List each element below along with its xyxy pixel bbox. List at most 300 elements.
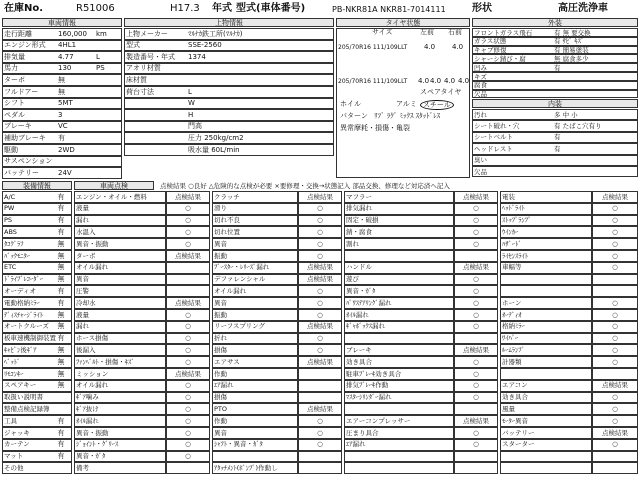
- check-result: ○: [185, 334, 191, 343]
- check-result: ○: [185, 227, 191, 236]
- interior-row-label: 臭い: [474, 156, 487, 165]
- check-item: ｼﾞｮｲﾝﾄ・ｸﾞﾘｰｽ: [76, 440, 119, 449]
- model-value: PB-NKR81A NKR81-7014111: [332, 5, 446, 14]
- check-result: ○: [185, 452, 191, 461]
- vehicle-row-label: エンジン形式: [4, 41, 46, 50]
- tire-front-right: 4.0: [452, 43, 464, 51]
- check-cell: [212, 451, 298, 463]
- vehicle-row-label: サスペンション: [4, 157, 53, 166]
- check-item: 作動: [214, 369, 227, 378]
- vehicle-row-label: ブレーキ: [4, 122, 32, 131]
- vehicle-row-label: ペダル: [4, 110, 25, 119]
- check-item: オイル漏れ: [76, 263, 109, 272]
- check-item: ﾍｯﾄﾞﾗｲﾄ: [502, 204, 525, 213]
- exterior-row-value: 有: [554, 63, 561, 72]
- tire-rear-4: 4.0: [458, 77, 470, 85]
- vehicle-row-value: 24V: [58, 168, 72, 177]
- interior-row-label: シート破れ・穴: [474, 121, 520, 130]
- model-label: 型式(車体番号): [236, 3, 306, 14]
- equipment-row-label: 型式: [126, 41, 140, 50]
- check-item: ｳｲﾝｶｰ: [502, 227, 519, 236]
- check-item: 効き具合: [346, 357, 372, 366]
- check-cell: [344, 451, 454, 463]
- equipment-item-value: 無: [57, 239, 65, 248]
- vehicle-row-value: 5MT: [58, 99, 73, 108]
- vehicle-row-label: フルドアー: [4, 87, 39, 96]
- check-item: エアーコンプレッサー: [346, 416, 411, 425]
- check-result: 点検結果: [602, 381, 628, 390]
- check-cell: [344, 250, 454, 262]
- check-cell: [592, 462, 638, 474]
- check-result: ○: [473, 204, 479, 213]
- check-item: ｷﾞｬﾎﾞｯｸｽ漏れ: [346, 322, 385, 331]
- check-item: ｵｲﾙ漏れ: [346, 310, 369, 319]
- check-item: 割れ: [346, 239, 359, 248]
- equipment-item-value: 有: [57, 286, 65, 295]
- check-item: ｱﾀｯﾁﾒﾝﾄ(ﾎﾞﾝﾌﾟ)作動し: [214, 463, 278, 472]
- check-result: ○: [473, 393, 479, 402]
- section-tires: タイヤ状態: [336, 18, 470, 27]
- check-item: ﾊﾟﾜｽﾃｱﾘﾝｸﾞ漏れ: [346, 298, 392, 307]
- equipment-item-value: 有: [57, 192, 65, 201]
- check-result: ○: [185, 428, 191, 437]
- equipment-item-name: カーテン: [4, 440, 30, 449]
- vehicle-row-label: 馬力: [4, 64, 18, 73]
- check-result: ○: [185, 440, 191, 449]
- interior-row-value: 有 たばこ穴有り: [554, 121, 602, 130]
- check-item: 振動: [214, 310, 227, 319]
- equipment-item-value: 無: [57, 251, 65, 260]
- check-result: ○: [185, 216, 191, 225]
- check-result: ○: [317, 286, 323, 295]
- check-result: 点検結果: [175, 369, 201, 378]
- check-item: 効き具合: [502, 393, 528, 402]
- shape-label: 形状: [472, 3, 492, 14]
- check-result: 点検結果: [307, 263, 333, 272]
- check-item: 異音: [214, 428, 227, 437]
- exterior-row-label: フロントガラス飛石: [474, 28, 533, 37]
- check-cell: [592, 451, 638, 463]
- check-item: 漏れ: [76, 322, 89, 331]
- equipment-item-name: スペアキー: [4, 381, 37, 390]
- equipment-item-value: 無: [57, 275, 65, 284]
- check-item: 異音・振動: [76, 239, 109, 248]
- check-cell: [592, 285, 638, 297]
- equipment-item-name: ﾄﾞﾗｲﾌﾞﾚｺｰﾀﾞｰ: [4, 275, 43, 284]
- check-result: 点検結果: [307, 357, 333, 366]
- check-item: 切れ不良: [214, 216, 240, 225]
- check-item: 損傷: [214, 393, 227, 402]
- equipment-row-label: 床材質: [126, 75, 147, 84]
- equipment-row-value: 吸水量 60L/min: [188, 145, 240, 154]
- check-result: ○: [473, 357, 479, 366]
- check-item: エアコン: [502, 381, 528, 390]
- check-result: ○: [473, 428, 479, 437]
- check-item: ブレーキ: [346, 345, 372, 354]
- check-result: 点検結果: [175, 298, 201, 307]
- check-result: 点検結果: [463, 345, 489, 354]
- check-item: 電装: [502, 192, 515, 201]
- check-item: ﾊｻﾞｰﾄﾞ: [502, 239, 522, 248]
- tire-front-size: 205/70R16 111/109LLT: [338, 44, 408, 51]
- check-cell: [344, 403, 454, 415]
- check-result: ○: [612, 204, 618, 213]
- check-item: 異音・ｶﾞﾀ: [76, 452, 106, 461]
- check-item: 駐車ﾌﾞﾚｰｷ効き具合: [346, 369, 402, 378]
- check-item: 異音・振動: [76, 428, 109, 437]
- check-item: バッテリー: [502, 428, 535, 437]
- check-cell: [500, 368, 592, 380]
- wheel-label: ホイル: [340, 100, 361, 108]
- equipment-row-value: ﾏﾙﾅｶ鉄工所(ﾏﾙﾅｶ): [188, 29, 243, 38]
- exterior-row-value: 有 簡易塗装: [554, 46, 589, 55]
- check-result: ○: [185, 322, 191, 331]
- vehicle-row-label: シフト: [4, 99, 25, 108]
- check-item: ホース損傷: [76, 334, 109, 343]
- vehicle-row-value: 4HL1: [58, 41, 77, 50]
- equipment-item-value: 有: [57, 416, 65, 425]
- year-value: H17.3: [170, 3, 200, 14]
- tire-note: 異常摩耗・損傷・亀裂: [340, 124, 410, 132]
- tire-rear-2: 4.0: [430, 77, 442, 85]
- interior-row-label: 欠品: [474, 167, 487, 176]
- vehicle-row-label: バッテリー: [4, 168, 39, 177]
- check-item: 排気ﾌﾞﾚｰｷ作動: [346, 381, 389, 390]
- check-result: ○: [473, 322, 479, 331]
- exterior-row-value: 有 無 要交換: [554, 28, 591, 37]
- check-result: ○: [612, 251, 618, 260]
- vehicle-row-unit: km: [96, 29, 107, 38]
- shape-value: 高圧洗浄車: [558, 3, 608, 14]
- check-cell: [592, 274, 638, 286]
- section-equip-cond: 装備情報: [2, 181, 72, 190]
- exterior-row-label: 腐食: [474, 81, 487, 90]
- check-result: ○: [473, 440, 479, 449]
- check-item: 振動: [214, 251, 227, 260]
- section-equipment: 上物情報: [124, 18, 334, 27]
- check-result: ○: [612, 334, 618, 343]
- check-cell: [344, 333, 454, 345]
- exterior-row-value: 有 ｻﾋﾞ ｷｽﾞ: [554, 37, 585, 46]
- check-item: 切れ位置: [214, 227, 240, 236]
- check-item: 液量: [76, 204, 89, 213]
- check-item: 折れ: [214, 334, 227, 343]
- vehicle-row-value: 160,000: [58, 29, 87, 38]
- check-result: ○: [473, 310, 479, 319]
- equipment-item-name: 工具: [4, 416, 17, 425]
- check-result: ○: [317, 251, 323, 260]
- check-cell: [166, 262, 210, 274]
- equipment-item-name: 電動格納ﾐﾗｰ: [4, 298, 40, 307]
- check-cell: [344, 462, 454, 474]
- check-item: 漏れ: [76, 216, 89, 225]
- check-cell: [298, 451, 342, 463]
- check-item: ﾌﾞｰｽﾀｰ・ﾚﾘｰｽﾞ漏れ: [214, 263, 270, 272]
- equipment-item-value: 無: [57, 381, 65, 390]
- vehicle-row-value: 無: [58, 87, 65, 96]
- check-result: ○: [612, 310, 618, 319]
- check-cell: [500, 462, 592, 474]
- check-result: 点検結果: [307, 192, 333, 201]
- vehicle-row-value: 130: [58, 64, 72, 73]
- check-result: ○: [317, 298, 323, 307]
- check-item: 圧警: [76, 286, 89, 295]
- equipment-item-name: 取扱い説明書: [4, 393, 43, 402]
- interior-row-value: 多 中 小: [554, 110, 578, 119]
- check-result: ○: [612, 440, 618, 449]
- equipment-item-name: ﾘﾓｺﾝｷｰ: [4, 369, 24, 378]
- check-item: 計器類: [502, 357, 522, 366]
- check-result: 点検結果: [307, 275, 333, 284]
- check-result: ○: [612, 393, 618, 402]
- check-item: エアサス: [214, 357, 240, 366]
- check-cell: [454, 250, 498, 262]
- vehicle-row-unit: PS: [96, 64, 105, 73]
- check-cell: [500, 285, 592, 297]
- vehicle-row-unit: L: [96, 52, 100, 61]
- check-cell: [166, 285, 210, 297]
- interior-row-label: シートベルト: [474, 133, 513, 142]
- check-cell: [454, 462, 498, 474]
- equipment-item-name: ﾃﾞｨｽﾁｬｰｼﾞﾗｲﾄ: [4, 310, 43, 319]
- equipment-row-value: L: [188, 87, 192, 96]
- legend-text: 点検結果 ○良好 △危険的な点検が必要 ×要修理・交換→状態記入 部品交換、修理など対応済へ記入: [160, 182, 450, 190]
- equipment-item-name: マット: [4, 452, 24, 461]
- check-result: ○: [473, 369, 479, 378]
- check-item: 作動: [214, 416, 227, 425]
- check-item: PTO: [214, 404, 228, 413]
- check-item: 固定・破損: [346, 216, 379, 225]
- check-result: ○: [317, 440, 323, 449]
- check-item: 備考: [76, 463, 89, 472]
- check-result: ○: [317, 345, 323, 354]
- check-item: スターター: [502, 440, 535, 449]
- section-vehicle: 車両情報: [2, 18, 122, 27]
- check-item: ｼｬﾌﾄ・異音・ｶﾞﾀ: [214, 440, 263, 449]
- check-item: ｴｱ漏れ: [346, 440, 366, 449]
- tire-size-label: サイズ: [372, 28, 393, 36]
- check-result: ○: [185, 310, 191, 319]
- equipment-item-name: オーディオ: [4, 286, 36, 295]
- check-item: 滑り: [214, 204, 227, 213]
- check-result: ○: [317, 416, 323, 425]
- check-result: ○: [612, 227, 618, 236]
- vehicle-row-value: 4.77: [58, 52, 74, 61]
- check-result: ○: [317, 428, 323, 437]
- check-result: ○: [317, 334, 323, 343]
- check-result: 点検結果: [307, 322, 333, 331]
- check-result: ○: [317, 310, 323, 319]
- check-result: ○: [185, 357, 191, 366]
- equipment-item-value: 有: [57, 428, 65, 437]
- equipment-row-value: W: [188, 99, 195, 108]
- tire-rear-3: 4.0: [444, 77, 456, 85]
- year-label: 年式: [212, 3, 232, 14]
- check-cell: [166, 274, 210, 286]
- check-item: ｴｱ漏れ: [214, 381, 234, 390]
- check-result: ○: [612, 322, 618, 331]
- check-result: ○: [612, 404, 618, 413]
- equipment-item-name: その他: [4, 463, 24, 472]
- check-item: デファレンシャル: [214, 275, 266, 284]
- check-item: エンジン・オイル・燃料: [76, 192, 147, 201]
- vehicle-row-label: 補助ブレーキ: [4, 133, 46, 142]
- check-item: ﾜｲﾊﾟｰ: [502, 334, 519, 343]
- vehicle-row-value: 無: [58, 75, 65, 84]
- equipment-item-name: ETC: [4, 263, 17, 272]
- check-cell: [454, 333, 498, 345]
- tire-rear-1: 4.0: [418, 77, 430, 85]
- check-item: 水温入: [76, 227, 96, 236]
- check-result: ○: [317, 227, 323, 236]
- pattern-value: ﾘﾌﾞ ﾗｸﾞ ﾐｯｸｽ ｽﾀｯﾄﾞﾚｽ: [374, 112, 441, 120]
- check-item: ﾗｲｾﾝｽﾗｲﾄ: [502, 251, 528, 260]
- check-result: 点検結果: [463, 192, 489, 201]
- check-item: ﾏｽﾀｰｼﾘﾝﾀﾞｰ漏れ: [346, 393, 392, 402]
- check-result: 点検結果: [175, 251, 201, 260]
- equipment-item-name: A/C: [4, 192, 16, 201]
- check-cell: [298, 380, 342, 392]
- equipment-row-value: SSE-2560: [188, 41, 222, 50]
- equipment-item-value: 無: [57, 345, 65, 354]
- check-item: ホーン: [502, 298, 522, 307]
- check-result: 点検結果: [463, 416, 489, 425]
- check-cell: [298, 392, 342, 404]
- check-item: ｵｰﾃﾞｨｵ: [502, 310, 522, 319]
- tire-left-label: 左前: [420, 28, 434, 36]
- equipment-item-name: PW: [4, 204, 15, 213]
- equipment-item-name: 整備点検記録簿: [4, 404, 50, 413]
- check-result: ○: [612, 216, 618, 225]
- tire-front-left: 4.0: [424, 43, 436, 51]
- tire-spare: スペアタイヤ: [420, 88, 462, 96]
- check-cell: [166, 462, 210, 474]
- tire-rear-size: 205/70R16 111/109LLT: [338, 78, 408, 85]
- check-result: 点検結果: [307, 404, 333, 413]
- equipment-item-value: 無: [57, 357, 65, 366]
- exterior-row-label: キズ: [474, 72, 487, 81]
- equipment-item-name: PS: [4, 216, 13, 225]
- check-item: ハンドル: [346, 263, 372, 272]
- interior-row-value: 有: [554, 133, 561, 142]
- equipment-item-name: ｷｬﾋﾞﾝ後ｷﾞｱ: [4, 345, 37, 354]
- equipment-item-name: オートクルーズ: [4, 322, 49, 331]
- vehicle-row-label: 走行距離: [4, 29, 32, 38]
- equipment-item-name: ﾍﾞｯﾄﾞ: [4, 357, 21, 366]
- vehicle-row-label: 排気量: [4, 52, 25, 61]
- interior-row-label: 汚れ: [474, 110, 487, 119]
- check-item: 後漏入: [76, 345, 96, 354]
- vehicle-row-value: 2WD: [58, 145, 75, 154]
- equipment-item-value: 有: [57, 334, 65, 343]
- check-cell: [454, 451, 498, 463]
- check-item: 車幅等: [502, 263, 522, 272]
- check-result: ○: [185, 381, 191, 390]
- check-item: 損傷: [214, 345, 227, 354]
- tire-frame: [336, 28, 470, 178]
- check-item: ﾌｧﾝﾍﾞﾙﾄ・損傷・ｷｽﾞ: [76, 357, 135, 366]
- equipment-item-name: ABS: [4, 227, 17, 236]
- equipment-item-value: 有: [57, 452, 65, 461]
- check-cell: [500, 451, 592, 463]
- check-item: ｷﾞｱ噛み: [76, 393, 99, 402]
- check-result: ○: [473, 298, 479, 307]
- stock-label: 在庫No.: [4, 3, 44, 14]
- equipment-row-value: 圧力 250kg/cm2: [188, 133, 244, 142]
- check-cell: [592, 368, 638, 380]
- check-result: 点検結果: [602, 428, 628, 437]
- vehicle-row-label: 駆動: [4, 145, 18, 154]
- check-result: ○: [473, 381, 479, 390]
- check-item: マフラー: [346, 192, 372, 201]
- tire-right-label: 右前: [448, 28, 462, 36]
- check-cell: [298, 462, 342, 474]
- equipment-item-value: 有: [57, 440, 65, 449]
- check-item: 異音: [214, 239, 227, 248]
- check-result: ○: [185, 204, 191, 213]
- check-item: 冷却水: [76, 298, 96, 307]
- check-result: ○: [473, 275, 479, 284]
- check-item: 遊び: [346, 275, 359, 284]
- check-item: ｷﾞｱ抜け: [76, 404, 99, 413]
- equipment-item-value: 無: [57, 369, 65, 378]
- check-result: ○: [473, 216, 479, 225]
- check-result: ○: [612, 298, 618, 307]
- equipment-row-label: 荷台寸法: [126, 87, 154, 96]
- check-result: ○: [473, 227, 479, 236]
- check-result: ○: [185, 393, 191, 402]
- equipment-row-label: アオリ材質: [126, 64, 161, 73]
- check-result: 点検結果: [175, 192, 201, 201]
- check-item: 異音・ｶﾞﾀ: [346, 286, 376, 295]
- equipment-item-value: 有: [57, 204, 65, 213]
- check-result: 点検結果: [602, 192, 628, 201]
- check-item: 排気漏れ: [346, 204, 372, 213]
- equipment-item-value: 有: [57, 227, 65, 236]
- check-result: ○: [185, 416, 191, 425]
- pattern-label: パターン: [340, 112, 368, 120]
- check-item: ｽﾄｯﾌﾟﾗﾝﾌﾟ: [502, 216, 532, 225]
- check-result: ○: [612, 239, 618, 248]
- equipment-item-value: 有: [57, 298, 65, 307]
- wheel-value: アルミ: [396, 100, 417, 108]
- check-item: 格納ﾐﾗｰ: [502, 322, 525, 331]
- check-result: ○: [185, 345, 191, 354]
- check-result: ○: [612, 357, 618, 366]
- section-vehicle-check: 車両点検: [74, 181, 154, 190]
- check-item: 圧まり具合: [346, 428, 379, 437]
- vehicle-row-value: 有: [58, 133, 65, 142]
- check-item: ターボ: [76, 251, 96, 260]
- equipment-row-value: 1374: [188, 52, 206, 61]
- exterior-row-label: キャブ修復: [474, 46, 507, 55]
- vehicle-row-value: VC: [58, 122, 68, 131]
- check-result: ○: [612, 416, 618, 425]
- check-item: 風量: [502, 404, 515, 413]
- interior-row-label: ヘッドレスト: [474, 144, 513, 153]
- equipment-item-value: 無: [57, 263, 65, 272]
- equipment-item-name: 板車速機制御装置: [4, 334, 56, 343]
- wheel-iron-circled: スチール: [420, 100, 454, 110]
- check-item: ミッション: [76, 369, 109, 378]
- equipment-row-label: 上物メーカー: [126, 29, 168, 38]
- check-result: ○: [185, 404, 191, 413]
- check-result: 点検結果: [463, 263, 489, 272]
- check-item: 錆・腐食: [346, 227, 372, 236]
- check-item: オイル漏れ: [214, 286, 247, 295]
- exterior-row-label: 欠品: [474, 90, 487, 99]
- check-item: ﾙｰﾑﾗﾝﾌﾟ: [502, 345, 525, 354]
